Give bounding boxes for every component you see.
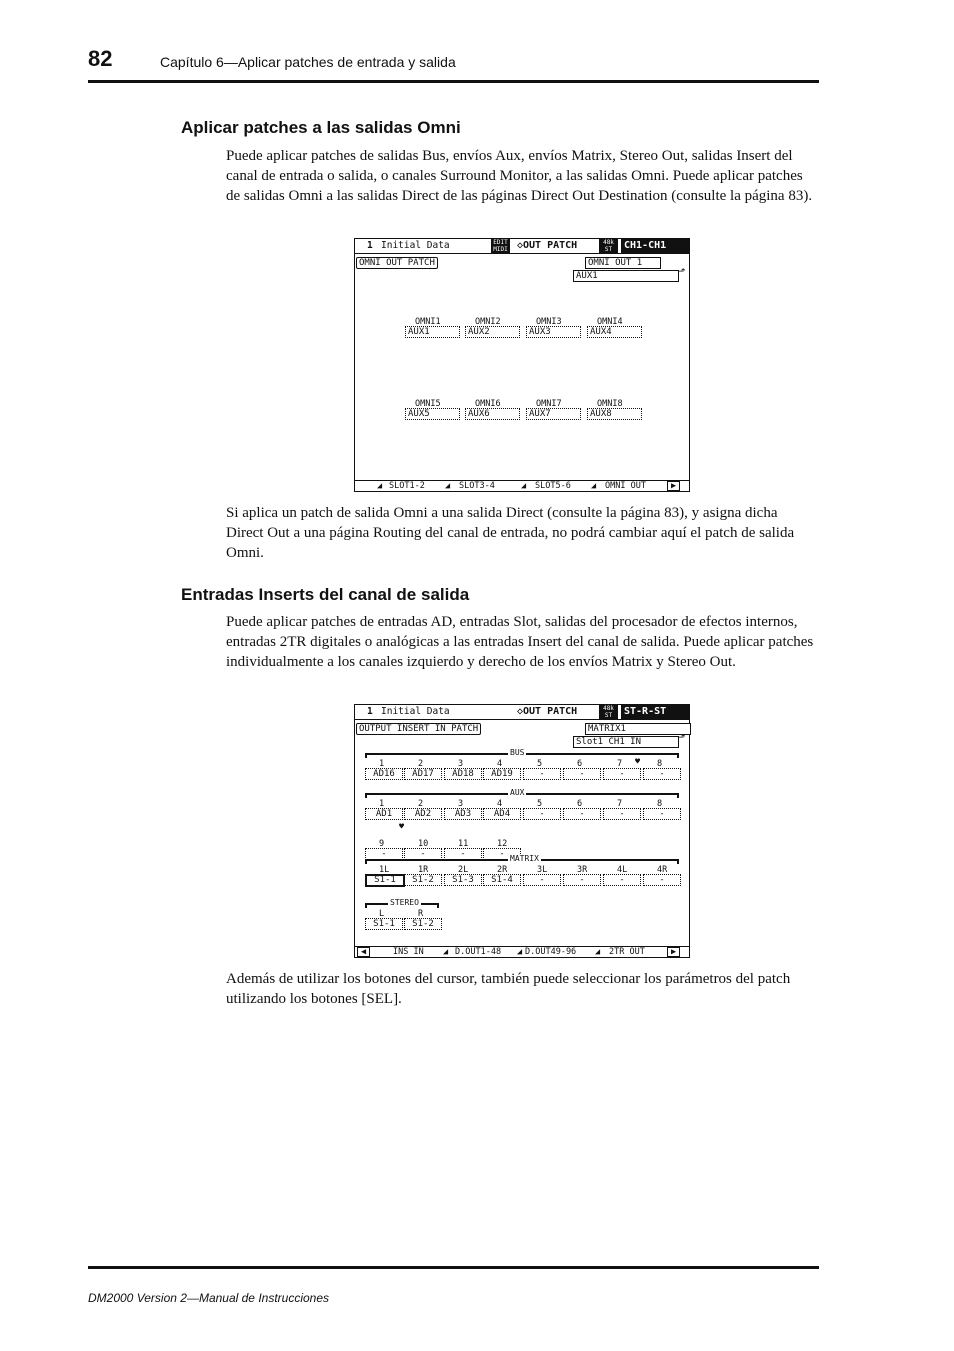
bus-section-label: BUS bbox=[510, 748, 525, 757]
lcd-header bbox=[355, 705, 689, 720]
section-title-inserts: Entradas Inserts del canal de salida bbox=[181, 585, 470, 604]
omni-patch-field[interactable]: AUX3 bbox=[526, 326, 581, 338]
matrix-section-tick-left bbox=[365, 859, 367, 864]
page-number: 82 bbox=[88, 46, 113, 71]
lcd-screen-insert-in bbox=[354, 704, 690, 958]
tab-slot3-4[interactable]: SLOT3-4 bbox=[459, 481, 495, 491]
bus-section-tick-right bbox=[677, 753, 679, 758]
scene-name: Initial Data bbox=[381, 240, 450, 251]
tab-slot1-2[interactable]: SLOT1-2 bbox=[389, 481, 425, 491]
aux-number: 10 bbox=[418, 839, 429, 849]
aux-number: 6 bbox=[577, 799, 583, 809]
aux-number: 2 bbox=[418, 799, 424, 809]
aux-patch-field[interactable]: AD4 bbox=[483, 808, 521, 820]
chapter-title: Capítulo 6—Aplicar patches de entrada y salida bbox=[160, 54, 456, 70]
matrix-number: 4L bbox=[617, 865, 628, 875]
matrix-patch-field[interactable]: S1-4 bbox=[483, 874, 521, 886]
stereo-section-tick-left bbox=[365, 903, 367, 908]
matrix-number: 3L bbox=[537, 865, 548, 875]
tab-sep-icon: ◢ bbox=[443, 947, 449, 957]
omni-label: OMNI6 bbox=[475, 399, 501, 409]
stereo-patch-field[interactable]: S1-1 bbox=[365, 918, 403, 930]
next-page-icon[interactable]: ▶ bbox=[667, 947, 680, 957]
edit-midi-badge: EDIT MIDI bbox=[491, 239, 510, 253]
bus-number: 1 bbox=[379, 759, 385, 769]
stereo-channel: R bbox=[418, 909, 424, 919]
bus-number: 2 bbox=[418, 759, 424, 769]
tab-bar bbox=[355, 946, 689, 957]
bus-number: 5 bbox=[537, 759, 543, 769]
tab-sep-icon: ◢ bbox=[595, 947, 601, 957]
aux-patch-field[interactable]: - bbox=[563, 808, 601, 820]
bus-patch-field[interactable]: AD17 bbox=[404, 768, 442, 780]
aux-patch-field[interactable]: - bbox=[643, 808, 681, 820]
tab-dout49-96[interactable]: D.OUT49-96 bbox=[525, 947, 577, 957]
omni-label: OMNI5 bbox=[415, 399, 441, 409]
tab-slot5-6[interactable]: SLOT5-6 bbox=[535, 481, 571, 491]
matrix-number: 2R bbox=[497, 865, 508, 875]
omni-patch-field[interactable]: AUX2 bbox=[465, 326, 520, 338]
tab-2tr-out[interactable]: 2TR OUT bbox=[609, 947, 645, 957]
bus-section-tick-left bbox=[365, 753, 367, 758]
omni-label: OMNI2 bbox=[475, 317, 501, 327]
aux-section-tick-left bbox=[365, 793, 367, 798]
channel-indicator: CH1-CH1 bbox=[621, 239, 689, 253]
rate-badge: 48k ST bbox=[599, 705, 618, 719]
bus-number: 8 bbox=[657, 759, 663, 769]
prev-page-icon[interactable]: ◀ bbox=[357, 947, 370, 957]
next-page-icon[interactable]: ▶ bbox=[667, 481, 680, 491]
aux-number: 3 bbox=[458, 799, 464, 809]
bus-patch-field[interactable]: - bbox=[523, 768, 561, 780]
tab-omni-out[interactable]: OMNI OUT bbox=[605, 481, 646, 491]
omni-label: OMNI8 bbox=[597, 399, 623, 409]
footer-text: DM2000 Version 2—Manual de Instrucciones bbox=[88, 1291, 330, 1305]
matrix-number: 1R bbox=[418, 865, 429, 875]
paragraph-inserts-1: Puede aplicar patches de entradas AD, entradas Slot, salidas del procesador de efectos internos, entradas 2TR digitales o analógicas a las entradas Insert del canal de salida. Puede aplicar patches individualmente a los canales izquierdo y derecho de los envíos Matrix y Stereo Out. bbox=[226, 614, 814, 670]
tab-dout1-48[interactable]: D.OUT1-48 bbox=[455, 947, 502, 957]
aux-patch-field[interactable]: AD3 bbox=[444, 808, 482, 820]
bus-patch-field[interactable]: AD19 bbox=[483, 768, 521, 780]
tab-sep-icon: ◢ bbox=[517, 947, 523, 957]
tab-sep-icon: ◢ bbox=[591, 481, 597, 491]
aux-patch-field[interactable]: - bbox=[603, 808, 641, 820]
stereo-section-tick-right bbox=[437, 903, 439, 908]
matrix-patch-field[interactable]: - bbox=[603, 874, 641, 886]
matrix-section-tick-right bbox=[677, 859, 679, 864]
aux-number: 9 bbox=[379, 839, 385, 849]
scene-number: 1 bbox=[367, 240, 373, 251]
aux-number: 4 bbox=[497, 799, 503, 809]
aux-patch-field[interactable]: - bbox=[523, 808, 561, 820]
matrix-section-label: MATRIX bbox=[510, 854, 539, 863]
omni-label: OMNI7 bbox=[536, 399, 562, 409]
matrix-patch-field[interactable]: S1-3 bbox=[444, 874, 482, 886]
paragraph-inserts-2: Además de utilizar los botones del cursor, también puede seleccionar los parámetros del patch utilizando los botones [SEL]. bbox=[226, 971, 791, 1007]
omni-patch-field[interactable]: AUX8 bbox=[587, 408, 642, 420]
scene-name: Initial Data bbox=[381, 706, 450, 717]
tab-sep-icon: ◢ bbox=[445, 481, 451, 491]
cursor-arrow-icon: ⬏ bbox=[678, 267, 686, 277]
matrix-number: 4R bbox=[657, 865, 668, 875]
matrix-patch-field[interactable]: - bbox=[563, 874, 601, 886]
omni-label: OMNI1 bbox=[415, 317, 441, 327]
aux-number: 5 bbox=[537, 799, 543, 809]
page-label: OMNI OUT PATCH bbox=[356, 257, 438, 269]
bus-number: 6 bbox=[577, 759, 583, 769]
heart-icon: ♥ bbox=[635, 757, 641, 767]
matrix-patch-field[interactable]: - bbox=[643, 874, 681, 886]
aux-number: 12 bbox=[497, 839, 508, 849]
header-rule bbox=[88, 80, 819, 83]
bus-patch-field[interactable]: AD16 bbox=[365, 768, 403, 780]
omni-label: OMNI3 bbox=[536, 317, 562, 327]
rate-badge: 48k ST bbox=[599, 239, 618, 253]
aux-section-label: AUX bbox=[510, 788, 525, 797]
cursor-arrow-icon: ⬏ bbox=[678, 733, 686, 743]
matrix-patch-field[interactable]: S1-1 bbox=[365, 874, 405, 887]
aux-patch-field[interactable]: AD1 bbox=[365, 808, 403, 820]
aux-section-tick-right bbox=[677, 793, 679, 798]
stereo-patch-field[interactable]: S1-2 bbox=[404, 918, 442, 930]
heart-icon: ♥ bbox=[399, 822, 405, 832]
bus-number: 7 bbox=[617, 759, 623, 769]
lcd-screen-omni-out bbox=[354, 238, 690, 492]
matrix-number: 2L bbox=[458, 865, 469, 875]
screen-title: ◇OUT PATCH bbox=[517, 706, 578, 717]
bus-number: 3 bbox=[458, 759, 464, 769]
channel-indicator: ST-R-ST bbox=[621, 705, 689, 719]
omni-patch-field[interactable]: AUX1 bbox=[405, 326, 460, 338]
lcd-header bbox=[355, 239, 689, 254]
paragraph-omni-2: Si aplica un patch de salida Omni a una salida Direct (consulte la página 83), y asigna dicha Direct Out a una página Routing del canal de entrada, no podrá cambiar aquí el patch de salida Omni. bbox=[226, 505, 795, 561]
tab-left-icon: ◢ bbox=[377, 481, 383, 491]
aux-patch-field[interactable]: - bbox=[404, 848, 442, 860]
matrix-patch-field[interactable]: - bbox=[523, 874, 561, 886]
omni-label: OMNI4 bbox=[597, 317, 623, 327]
paragraph-omni-1: Puede aplicar patches de salidas Bus, envíos Aux, envíos Matrix, Stereo Out, salidas Insert del canal de entrada o salida, o canales Surround Monitor, a las salidas Omni. Puede aplicar patches de salidas Omni a las salidas Direct de las páginas Direct Out Destination (consulte la página 83). bbox=[226, 148, 813, 204]
matrix-number: 3R bbox=[577, 865, 588, 875]
omni-patch-field[interactable]: AUX6 bbox=[465, 408, 520, 420]
aux-patch-field[interactable]: AD2 bbox=[404, 808, 442, 820]
bus-patch-field[interactable]: - bbox=[643, 768, 681, 780]
aux-number: 1 bbox=[379, 799, 385, 809]
target-value[interactable]: Slot1 CH1 IN bbox=[573, 736, 679, 748]
target-label: OMNI OUT 1 bbox=[585, 257, 661, 269]
omni-patch-field[interactable]: AUX4 bbox=[587, 326, 642, 338]
tab-ins-in[interactable]: INS IN bbox=[393, 947, 424, 957]
bus-patch-field[interactable]: AD18 bbox=[444, 768, 482, 780]
bus-patch-field[interactable]: - bbox=[563, 768, 601, 780]
omni-patch-field[interactable]: AUX5 bbox=[405, 408, 460, 420]
scene-number: 1 bbox=[367, 706, 373, 717]
bus-number: 4 bbox=[497, 759, 503, 769]
stereo-section-label: STEREO bbox=[390, 898, 419, 907]
bus-patch-field[interactable]: - bbox=[603, 768, 641, 780]
omni-patch-field[interactable]: AUX7 bbox=[526, 408, 581, 420]
aux-number: 7 bbox=[617, 799, 623, 809]
target-label: MATRIX1 bbox=[585, 723, 691, 735]
stereo-channel: L bbox=[379, 909, 385, 919]
target-value[interactable]: AUX1 bbox=[573, 270, 679, 282]
matrix-patch-field[interactable]: S1-2 bbox=[404, 874, 442, 886]
page-label: OUTPUT INSERT IN PATCH bbox=[356, 723, 481, 735]
tab-bar bbox=[355, 480, 689, 491]
screen-title: ◇OUT PATCH bbox=[517, 240, 578, 251]
section-title-omni: Aplicar patches a las salidas Omni bbox=[181, 118, 461, 137]
aux-number: 8 bbox=[657, 799, 663, 809]
aux-number: 11 bbox=[458, 839, 469, 849]
footer-rule bbox=[88, 1266, 819, 1269]
aux-patch-field[interactable]: - bbox=[483, 848, 521, 860]
matrix-number: 1L bbox=[379, 865, 390, 875]
aux-patch-field[interactable]: - bbox=[444, 848, 482, 860]
aux-patch-field[interactable]: - bbox=[365, 848, 403, 860]
tab-sep-icon: ◢ bbox=[521, 481, 527, 491]
